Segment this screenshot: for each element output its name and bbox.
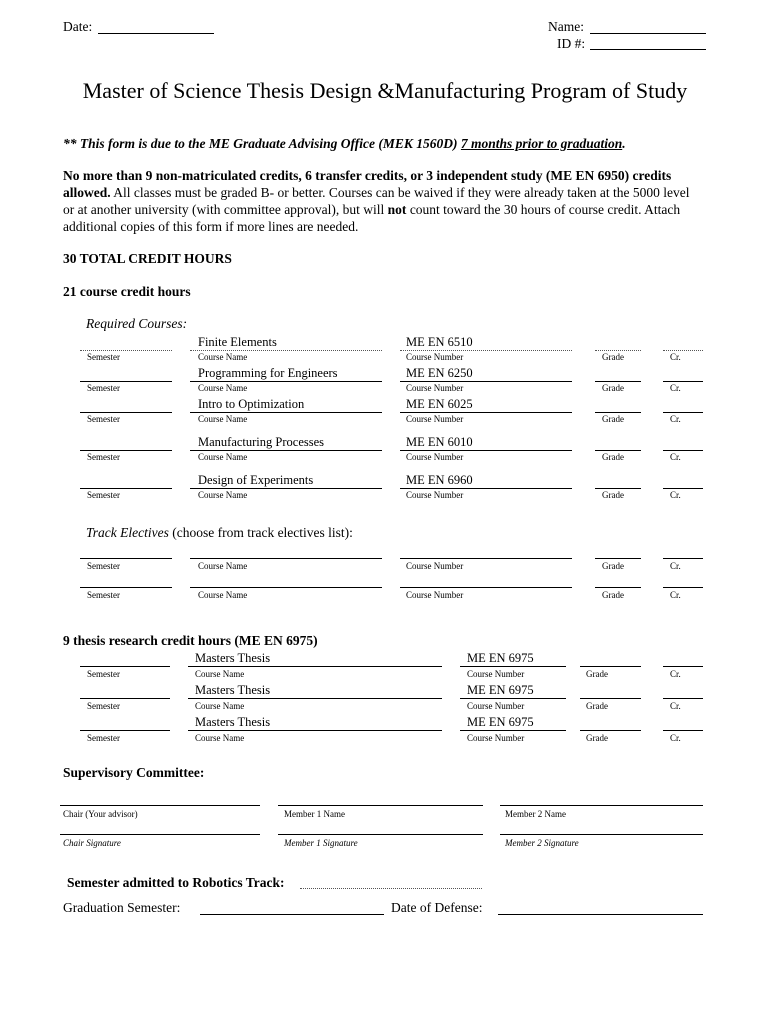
course-number-value: ME EN 6960 bbox=[406, 473, 473, 487]
semester-label: Semester bbox=[87, 561, 120, 571]
semester-label: Semester bbox=[87, 490, 120, 500]
credit-field[interactable] bbox=[663, 730, 703, 731]
credit-label: Cr. bbox=[670, 452, 681, 462]
semester-label: Semester bbox=[87, 452, 120, 462]
credit-label: Cr. bbox=[670, 669, 681, 679]
grade-label: Grade bbox=[602, 590, 624, 600]
date-label: Date: bbox=[63, 19, 93, 34]
course-number-label: Course Number bbox=[467, 669, 525, 679]
course-name-value: Design of Experiments bbox=[198, 473, 314, 487]
course-name-label: Course Name bbox=[198, 383, 248, 393]
course-name-label: Course Name bbox=[198, 490, 248, 500]
semester-field[interactable] bbox=[80, 730, 170, 731]
grade-label: Grade bbox=[602, 561, 624, 571]
member1-signature-label: Member 1 Signature bbox=[284, 838, 358, 848]
semester-field[interactable] bbox=[80, 698, 170, 699]
grade-field[interactable] bbox=[595, 488, 641, 489]
name-label: Name: bbox=[548, 19, 584, 34]
course-number-field[interactable] bbox=[400, 587, 572, 588]
grade-label: Grade bbox=[602, 352, 624, 362]
semester-field[interactable] bbox=[80, 666, 170, 667]
semester-label: Semester bbox=[87, 590, 120, 600]
course-number-label: Course Number bbox=[406, 590, 464, 600]
semester-label: Semester bbox=[87, 414, 120, 424]
date-of-defense-field[interactable] bbox=[498, 914, 703, 915]
grade-label: Grade bbox=[586, 733, 608, 743]
grade-field[interactable] bbox=[595, 587, 641, 588]
semester-field[interactable] bbox=[80, 587, 172, 588]
member1-label: Member 1 Name bbox=[284, 809, 345, 819]
credit-label: Cr. bbox=[670, 561, 681, 571]
credit-field[interactable] bbox=[663, 450, 703, 451]
grade-field[interactable] bbox=[580, 698, 641, 699]
course-number-value: ME EN 6975 bbox=[467, 651, 534, 665]
track-electives-label: Track Electives (choose from track electives list): bbox=[86, 525, 353, 540]
course-name-field[interactable] bbox=[190, 558, 382, 559]
committee-heading: Supervisory Committee: bbox=[63, 765, 205, 780]
chair-signature-label: Chair Signature bbox=[63, 838, 121, 848]
course-number-value: ME EN 6250 bbox=[406, 366, 473, 380]
grade-field[interactable] bbox=[595, 350, 641, 351]
credit-field[interactable] bbox=[663, 666, 703, 667]
required-courses-label: Required Courses: bbox=[86, 316, 188, 331]
id-field[interactable] bbox=[590, 49, 706, 50]
grade-label: Grade bbox=[602, 452, 624, 462]
name-field[interactable] bbox=[590, 33, 706, 34]
date-of-defense-label: Date of Defense: bbox=[391, 900, 483, 915]
page-title: Master of Science Thesis Design &Manufacturing Program of Study bbox=[82, 78, 688, 103]
course-name-value: Masters Thesis bbox=[195, 651, 271, 665]
grade-field[interactable] bbox=[595, 450, 641, 451]
semester-label: Semester bbox=[87, 733, 120, 743]
grade-label: Grade bbox=[586, 669, 608, 679]
id-label: ID #: bbox=[557, 36, 586, 51]
grade-field[interactable] bbox=[595, 381, 641, 382]
course-number-label: Course Number bbox=[406, 452, 464, 462]
course-name-label: Course Name bbox=[195, 669, 245, 679]
graduation-semester-field[interactable] bbox=[200, 914, 384, 915]
member1-signature-field[interactable] bbox=[278, 834, 483, 835]
semester-field[interactable] bbox=[80, 381, 172, 382]
semester-label: Semester bbox=[87, 701, 120, 711]
robotics-track-label: Semester admitted to Robotics Track: bbox=[67, 875, 285, 890]
semester-label: Semester bbox=[87, 352, 120, 362]
semester-field[interactable] bbox=[80, 412, 172, 413]
member2-label: Member 2 Name bbox=[505, 809, 566, 819]
semester-field[interactable] bbox=[80, 450, 172, 451]
semester-label: Semester bbox=[87, 669, 120, 679]
grade-label: Grade bbox=[586, 701, 608, 711]
credit-field[interactable] bbox=[663, 412, 703, 413]
grade-field[interactable] bbox=[580, 730, 641, 731]
course-name-value: Manufacturing Processes bbox=[198, 435, 325, 449]
credit-label: Cr. bbox=[670, 733, 681, 743]
semester-field[interactable] bbox=[80, 350, 172, 351]
course-number-label: Course Number bbox=[406, 561, 464, 571]
course-name-label: Course Name bbox=[198, 452, 248, 462]
grade-label: Grade bbox=[602, 414, 624, 424]
course-number-label: Course Number bbox=[406, 352, 464, 362]
course-name-value: Programming for Engineers bbox=[198, 366, 338, 380]
credit-label: Cr. bbox=[670, 701, 681, 711]
credit-field[interactable] bbox=[663, 698, 703, 699]
course-name-value: Masters Thesis bbox=[195, 715, 271, 729]
course-number-value: ME EN 6975 bbox=[467, 715, 534, 729]
credit-field[interactable] bbox=[663, 350, 703, 351]
grade-field[interactable] bbox=[580, 666, 641, 667]
course-name-field[interactable] bbox=[190, 587, 382, 588]
credit-label: Cr. bbox=[670, 490, 681, 500]
course-name-label: Course Name bbox=[198, 414, 248, 424]
course-number-label: Course Number bbox=[467, 733, 525, 743]
course-number-label: Course Number bbox=[406, 383, 464, 393]
course-name-label: Course Name bbox=[195, 733, 245, 743]
course-number-value: ME EN 6025 bbox=[406, 397, 473, 411]
course-credit-hours: 21 course credit hours bbox=[63, 284, 191, 299]
due-notice: ** This form is due to the ME Graduate Advising Office (MEK 1560D) 7 months prior to graduation. bbox=[63, 136, 626, 151]
course-number-value: ME EN 6010 bbox=[406, 435, 473, 449]
chair-name-field[interactable] bbox=[60, 805, 260, 806]
date-field[interactable] bbox=[98, 33, 214, 34]
course-number-value: ME EN 6510 bbox=[406, 335, 473, 349]
member2-signature-field[interactable] bbox=[500, 834, 703, 835]
grade-label: Grade bbox=[602, 383, 624, 393]
credit-field[interactable] bbox=[663, 587, 703, 588]
member2-name-field[interactable] bbox=[500, 805, 703, 806]
graduation-semester-label: Graduation Semester: bbox=[63, 900, 181, 915]
course-number-field[interactable] bbox=[400, 558, 572, 559]
grade-field[interactable] bbox=[595, 412, 641, 413]
course-number-label: Course Number bbox=[406, 490, 464, 500]
credit-label: Cr. bbox=[670, 414, 681, 424]
credit-field[interactable] bbox=[663, 558, 703, 559]
semester-label: Semester bbox=[87, 383, 120, 393]
course-name-label: Course Name bbox=[198, 590, 248, 600]
course-number-value: ME EN 6975 bbox=[467, 683, 534, 697]
member2-signature-label: Member 2 Signature bbox=[505, 838, 579, 848]
credit-label: Cr. bbox=[670, 383, 681, 393]
credit-field[interactable] bbox=[663, 488, 703, 489]
credit-label: Cr. bbox=[670, 352, 681, 362]
robotics-track-field[interactable] bbox=[300, 888, 482, 889]
course-name-value: Finite Elements bbox=[198, 335, 277, 349]
credit-field[interactable] bbox=[663, 381, 703, 382]
course-name-label: Course Name bbox=[198, 561, 248, 571]
course-name-label: Course Name bbox=[198, 352, 248, 362]
member1-name-field[interactable] bbox=[278, 805, 483, 806]
total-credit-hours: 30 TOTAL CREDIT HOURS bbox=[63, 251, 232, 266]
chair-label: Chair (Your advisor) bbox=[63, 809, 138, 819]
grade-field[interactable] bbox=[595, 558, 641, 559]
credit-label: Cr. bbox=[670, 590, 681, 600]
rules-paragraph: No more than 9 non-matriculated credits, 6 transfer credits, or 3 independent study (ME EN 6950) credits allowed. All classes must be graded B- or better. Courses can be waived if they were already taken at the 5000 level or at another university (with committee approval), but will not count toward the 30 hours of course credit. Attach additional copies of this form if more lines are needed. bbox=[63, 168, 690, 234]
course-name-value: Masters Thesis bbox=[195, 683, 271, 697]
thesis-heading: 9 thesis research credit hours (ME EN 6975) bbox=[63, 633, 318, 648]
course-name-label: Course Name bbox=[195, 701, 245, 711]
semester-field[interactable] bbox=[80, 558, 172, 559]
semester-field[interactable] bbox=[80, 488, 172, 489]
course-number-label: Course Number bbox=[406, 414, 464, 424]
chair-signature-field[interactable] bbox=[60, 834, 260, 835]
course-name-value: Intro to Optimization bbox=[198, 397, 305, 411]
grade-label: Grade bbox=[602, 490, 624, 500]
course-number-label: Course Number bbox=[467, 701, 525, 711]
